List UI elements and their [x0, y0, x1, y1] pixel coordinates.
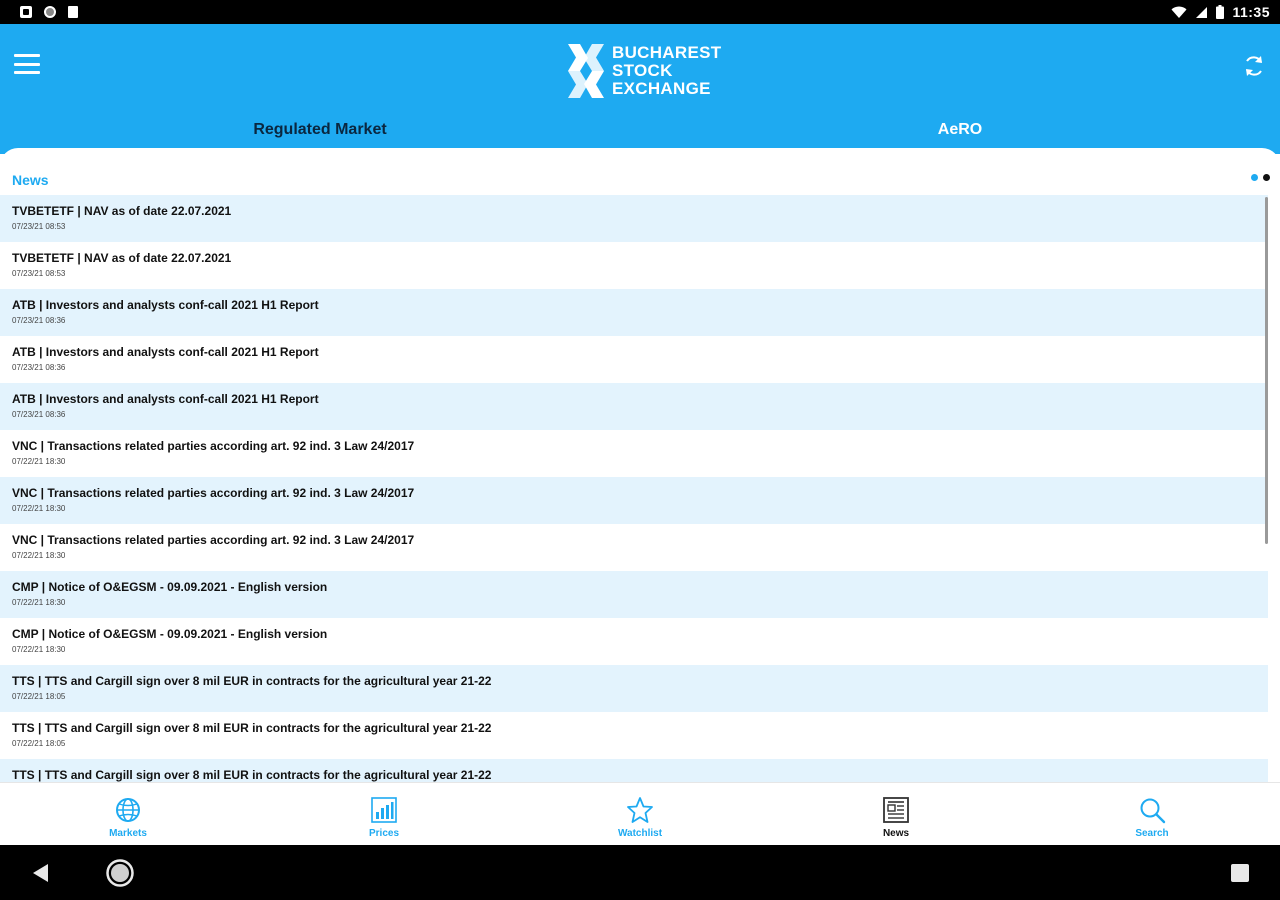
section-title: News	[12, 172, 49, 188]
news-date: 07/23/21 08:36	[12, 410, 66, 419]
news-date: 07/23/21 08:53	[12, 269, 66, 278]
news-date: 07/22/21 18:05	[12, 739, 66, 748]
news-title: ATB | Investors and analysts conf-call 2021 H1 Report	[12, 345, 319, 359]
news-date: 07/23/21 08:36	[12, 363, 66, 372]
pager-dot[interactable]	[1263, 174, 1270, 181]
bse-logo	[566, 44, 721, 98]
news-title: CMP | Notice of O&EGSM - 09.09.2021 - English version	[12, 580, 328, 594]
sd-card-icon	[68, 6, 78, 18]
status-time: 11:35	[1232, 4, 1270, 20]
nav-watchlist[interactable]	[512, 783, 768, 845]
logo-line-3: EXCHANGE	[612, 79, 711, 98]
star-icon	[626, 796, 654, 824]
bottom-nav	[0, 782, 1280, 845]
status-bar	[0, 0, 1280, 24]
list-item[interactable]	[0, 195, 1268, 242]
list-item[interactable]	[0, 712, 1268, 759]
news-date: 07/22/21 18:30	[12, 457, 66, 466]
list-item[interactable]	[0, 336, 1268, 383]
news-panel	[0, 148, 1280, 782]
list-item[interactable]	[0, 571, 1268, 618]
scrollbar[interactable]	[1265, 197, 1268, 544]
wifi-icon	[1171, 6, 1187, 19]
logo-line-1: BUCHAREST	[612, 43, 722, 62]
news-date: 07/23/21 08:53	[12, 222, 66, 231]
news-date: 07/22/21 18:05	[12, 692, 66, 701]
nav-search[interactable]	[1024, 783, 1280, 845]
list-item[interactable]	[0, 477, 1268, 524]
list-item[interactable]	[0, 242, 1268, 289]
list-item[interactable]	[0, 524, 1268, 571]
list-item[interactable]	[0, 430, 1268, 477]
search-icon	[1138, 796, 1166, 824]
list-item[interactable]	[0, 618, 1268, 665]
app-header	[0, 24, 1280, 154]
news-title: VNC | Transactions related parties according art. 92 ind. 3 Law 24/2017	[12, 439, 415, 453]
bar-chart-icon	[370, 796, 398, 824]
bse-logo-mark-icon	[566, 44, 606, 98]
news-title: TTS | TTS and Cargill sign over 8 mil EUR in contracts for the agricultural year 21-22	[12, 721, 492, 735]
logo-line-2: STOCK	[612, 61, 673, 80]
tab-regulated-market[interactable]: Regulated Market	[253, 121, 387, 138]
nav-label: News	[882, 828, 910, 839]
news-date: 07/22/21 18:30	[12, 504, 66, 513]
news-title: TVBETETF | NAV as of date 22.07.2021	[12, 251, 232, 265]
list-item[interactable]	[0, 383, 1268, 430]
news-title: VNC | Transactions related parties according art. 92 ind. 3 Law 24/2017	[12, 533, 415, 547]
news-list	[0, 195, 1268, 806]
pager-dot-active[interactable]	[1251, 174, 1258, 181]
signal-icon	[1195, 6, 1208, 19]
news-title: ATB | Investors and analysts conf-call 2021 H1 Report	[12, 298, 319, 312]
news-title: TTS | TTS and Cargill sign over 8 mil EUR in contracts for the agricultural year 21-22	[12, 768, 492, 782]
bse-logo-text	[612, 44, 721, 98]
list-item[interactable]	[0, 289, 1268, 336]
news-title: TTS | TTS and Cargill sign over 8 mil EUR in contracts for the agricultural year 21-22	[12, 674, 492, 688]
nav-label: Watchlist	[617, 828, 663, 839]
news-title: ATB | Investors and analysts conf-call 2021 H1 Report	[12, 392, 319, 406]
nav-label: Prices	[368, 828, 400, 839]
news-title: TVBETETF | NAV as of date 22.07.2021	[12, 204, 232, 218]
refresh-icon[interactable]	[1242, 54, 1266, 78]
nav-prices[interactable]	[256, 783, 512, 845]
back-triangle-icon[interactable]	[30, 862, 52, 884]
list-item[interactable]	[0, 665, 1268, 712]
newspaper-icon	[882, 796, 910, 824]
news-title: CMP | Notice of O&EGSM - 09.09.2021 - English version	[12, 627, 328, 641]
news-title: VNC | Transactions related parties according art. 92 ind. 3 Law 24/2017	[12, 486, 415, 500]
hamburger-menu-icon[interactable]	[14, 54, 40, 74]
status-notifications	[20, 6, 78, 18]
android-nav-bar	[0, 845, 1280, 900]
notification-square-icon	[20, 6, 32, 18]
sync-circle-icon	[44, 6, 56, 18]
news-date: 07/22/21 18:30	[12, 551, 66, 560]
home-circle-icon[interactable]	[106, 859, 134, 887]
news-date: 07/22/21 18:30	[12, 645, 66, 654]
nav-markets[interactable]	[0, 783, 256, 845]
tab-aero[interactable]: AeRO	[937, 121, 983, 138]
nav-label: Markets	[109, 828, 147, 839]
nav-label: Search	[1135, 828, 1169, 839]
nav-news[interactable]	[768, 783, 1024, 845]
news-date: 07/22/21 18:30	[12, 598, 66, 607]
pager-dots	[1251, 174, 1270, 181]
recents-square-icon[interactable]	[1231, 864, 1249, 882]
battery-icon	[1216, 5, 1224, 19]
market-tabs	[0, 116, 1280, 144]
news-date: 07/23/21 08:36	[12, 316, 66, 325]
status-system	[1171, 4, 1270, 20]
globe-icon	[114, 796, 142, 824]
